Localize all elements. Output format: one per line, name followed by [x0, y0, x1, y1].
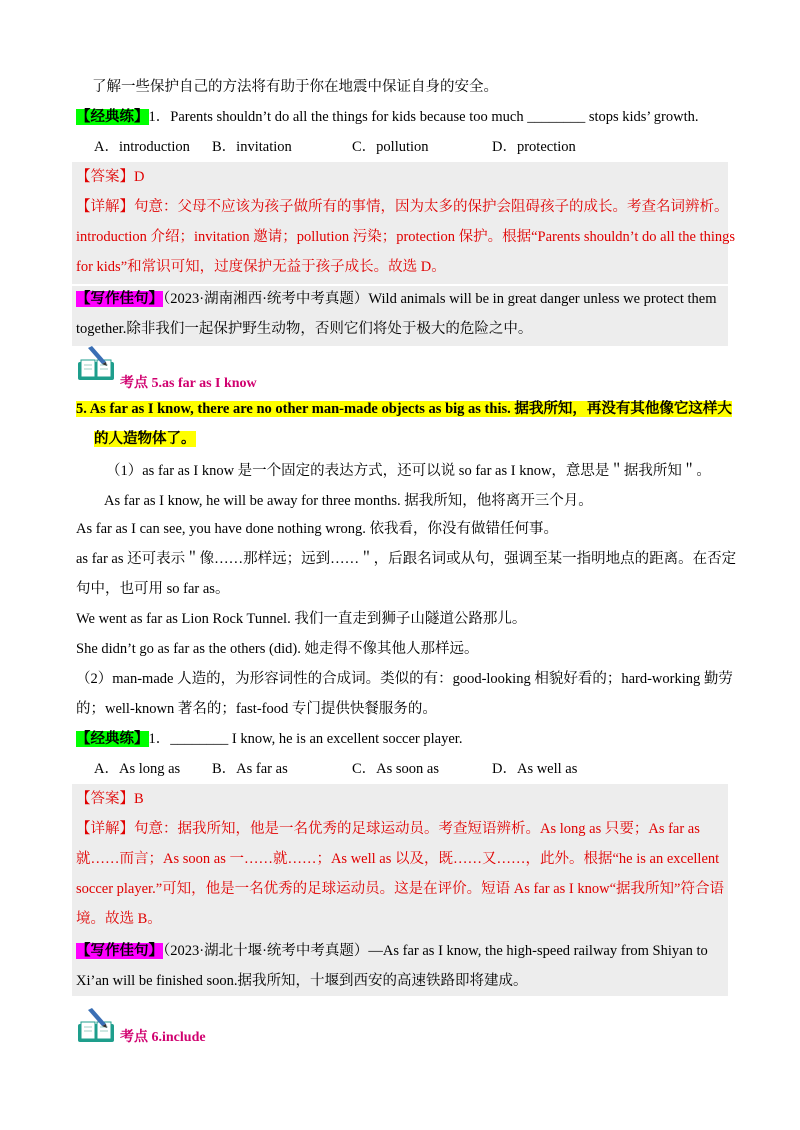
kaodian-5-title: 考点 5.as far as I know	[120, 376, 257, 391]
exercise-2-question	[76, 728, 728, 750]
writing-text: （2023·湖南湘西·统考中考真题）Wild animals will be in great danger unless we protect them	[163, 291, 717, 307]
heading-text: 5. As far as I know, there are no other man-made objects as big as this. 据我所知，再没有其他像它这样大	[76, 401, 732, 417]
body-5-line-2: As far as I know, he will be away for three months. 据我所知，他将离开三个月。	[104, 493, 593, 509]
option-b: B．invitation	[212, 139, 292, 155]
option-a: A．introduction	[94, 139, 190, 155]
writing-tag: 【写作佳句】	[76, 943, 163, 959]
detail-1-line-1: 【详解】句意：父母不应该为孩子做所有的事情，因为太多的保护会阻碍孩子的成长。考查名词辨析。	[76, 199, 729, 215]
body-5-line-6: We went as far as Lion Rock Tunnel. 我们一直走到狮子山隧道公路那儿。	[76, 611, 527, 627]
body-5-line-9: 的；well-known 著名的；fast-food 专门提供快餐服务的。	[76, 701, 437, 717]
question-text: 1．________ I know, he is an excellent soccer player.	[148, 731, 463, 747]
option-b: B．As far as	[212, 761, 288, 777]
body-5-line-7: She didn’t go as far as the others (did). 她走得不像其他人那样远。	[76, 641, 479, 657]
exercise-tag: 【经典练】	[76, 109, 149, 125]
writing-tag: 【写作佳句】	[76, 291, 163, 307]
exercise-2-options	[94, 758, 728, 780]
answer-2: 【答案】B	[76, 791, 144, 807]
answer-1: 【答案】D	[76, 169, 145, 185]
writing-2-line-1	[76, 940, 728, 962]
body-5-line-3: As far as I can see, you have done nothing wrong. 依我看，你没有做错任何事。	[76, 521, 559, 537]
option-c: C．As soon as	[352, 761, 440, 777]
exercise-1-question	[76, 106, 728, 128]
heading-text-cont: 的人造物体了。	[94, 431, 196, 447]
option-c: C．pollution	[352, 139, 429, 155]
writing-2-line-2: Xi’an will be finished soon.据我所知，十堰到西安的高速铁路即将建成。	[76, 973, 528, 989]
body-5-line-5: 句中，也可用 so far as。	[76, 581, 230, 597]
book-pen-icon	[76, 346, 116, 382]
body-5-line-4: as far as 还可表示＂像……那样远；远到……＂，后跟名词或从句，强调至某一指明地点的距离。在否定	[76, 551, 737, 567]
option-d: D．protection	[492, 139, 576, 155]
writing-1-line-2: together.除非我们一起保护野生动物，否则它们将处于极大的危险之中。	[76, 321, 533, 337]
question-text: 1．Parents shouldn’t do all the things for kids because too much ________ stops kids’ growth.	[148, 109, 699, 125]
detail-2-line-1: 【详解】句意：据我所知，他是一名优秀的足球运动员。考查短语辨析。As long as 只要；As far as	[76, 821, 700, 837]
kaodian-6-title: 考点 6.include	[120, 1030, 206, 1045]
detail-1-line-2: introduction 介绍；invitation 邀请；pollution 污染；protection 保护。根据“Parents shouldn’t do all the things	[76, 229, 736, 245]
option-d: D．As well as	[492, 761, 578, 777]
intro-line: 了解一些保护自己的方法将有助于你在地震中保证自身的安全。	[92, 79, 498, 95]
writing-1-line-1	[76, 288, 728, 310]
detail-1-line-3: for kids”和常识可知，过度保护无益于孩子成长。故选 D。	[76, 259, 446, 275]
book-pen-icon	[76, 1008, 116, 1044]
detail-2-line-2: 就……而言；As soon as 一……就……；As well as 以及，既……又……，此外。根据“he is an excellent	[76, 851, 720, 867]
body-5-line-8: （2）man-made 人造的，为形容词性的合成词。类似的有：good-looking 相貌好看的；hard-working 勤劳	[76, 671, 733, 687]
writing-text: （2023·湖北十堰·统考中考真题）—As far as I know, the high-speed railway from Shiyan to	[163, 943, 708, 959]
exercise-1-options	[94, 136, 728, 158]
heading-5-line-1	[76, 398, 732, 420]
exercise-tag: 【经典练】	[76, 731, 149, 747]
heading-5-line-2	[94, 428, 728, 450]
detail-2-line-3: soccer player.”可知，他是一名优秀的足球运动员。这是在评价。短语 As far as I know“据我所知”符合语	[76, 881, 724, 897]
detail-2-line-4: 境。故选 B。	[76, 911, 162, 927]
option-a: A．As long as	[94, 761, 181, 777]
body-5-line-1: （1）as far as I know 是一个固定的表达方式，还可以说 so far as I know，意思是＂据我所知＂。	[106, 463, 711, 479]
